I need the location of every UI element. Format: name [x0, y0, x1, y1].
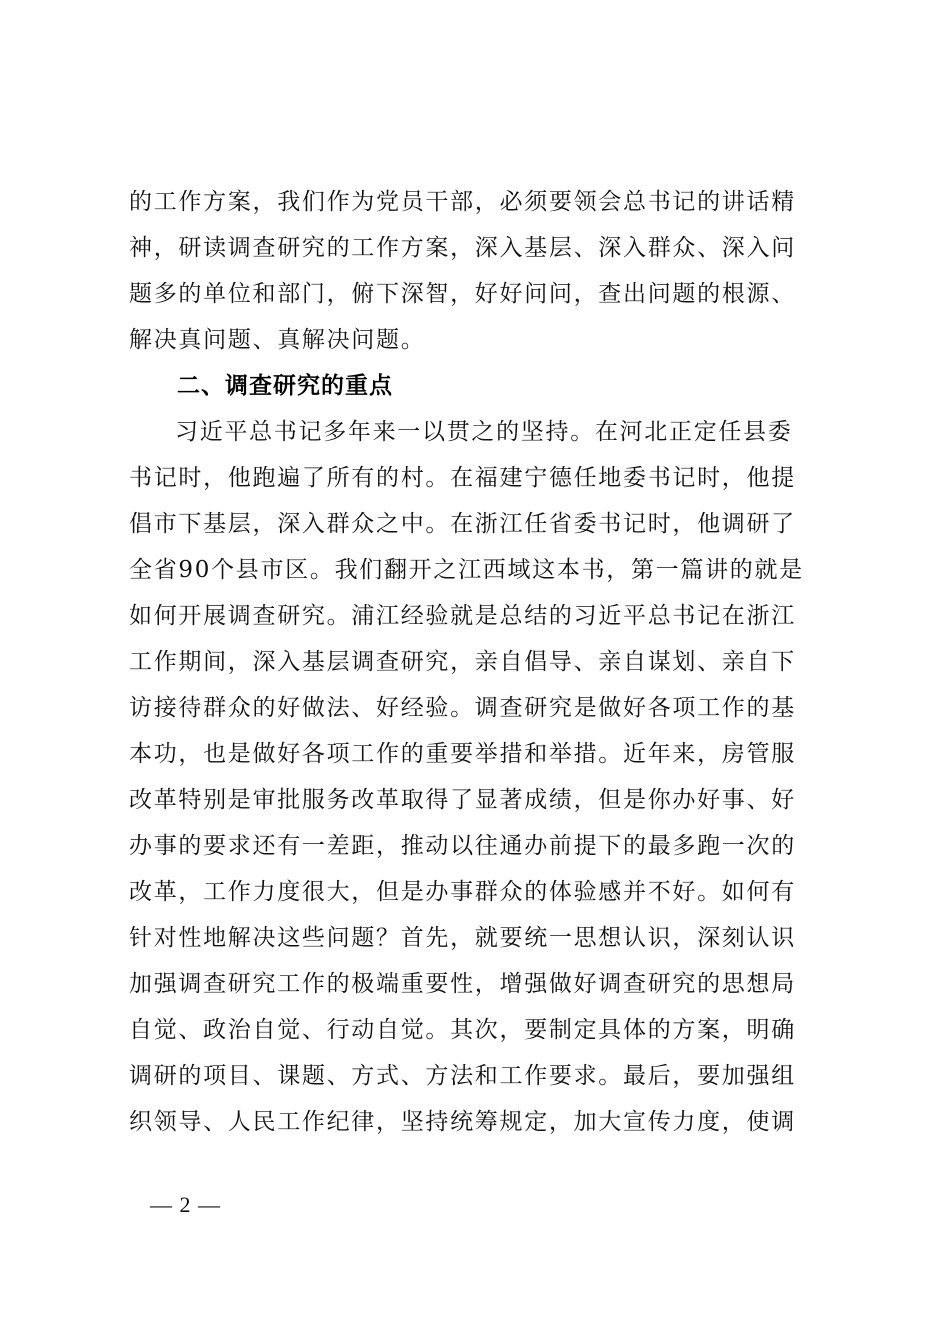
paragraph-line: 如何开展调查研究。浦江经验就是总结的习近平总书记在浙江	[129, 603, 796, 629]
paragraph-line: 解决真问题、真解决问题。	[129, 327, 426, 353]
paragraph-line: 针对性地解决这些问题？首先，就要统一思想认识，深刻认识	[129, 925, 796, 951]
paragraph-line: 调研的项目、课题、方式、方法和工作要求。最后，要加强组	[129, 1063, 796, 1089]
paragraph-line: 题多的单位和部门，俯下深智，好好问问，查出问题的根源、	[129, 281, 796, 307]
paragraph-line: 织领导、人民工作纪律，坚持统筹规定，加大宣传力度，使调	[129, 1109, 796, 1135]
paragraph-line: 书记时，他跑遍了所有的村。在福建宁德任地委书记时，他提	[129, 465, 796, 491]
paragraph-line: 的工作方案，我们作为党员干部，必须要领会总书记的讲话精	[129, 189, 796, 215]
paragraph-line: 改革，工作力度很大，但是办事群众的体验感并不好。如何有	[129, 879, 796, 905]
paragraph-line: 全省90个县市区。我们翻开之江西域这本书，第一篇讲的就是	[129, 557, 804, 583]
paragraph-line: 访接待群众的好做法、好经验。调查研究是做好各项工作的基	[129, 695, 796, 721]
document-body	[129, 179, 831, 1145]
page-number: — 2 —	[150, 1192, 221, 1217]
paragraph-line: 工作期间，深入基层调查研究，亲自倡导、亲自谋划、亲自下	[129, 649, 796, 675]
paragraph-line: 办事的要求还有一差距，推动以往通办前提下的最多跑一次的	[129, 833, 796, 859]
paragraph-line: 神，研读调查研究的工作方案，深入基层、深入群众、深入问	[129, 235, 796, 261]
paragraph-line: 本功，也是做好各项工作的重要举措和举措。近年来，房管服	[129, 741, 796, 767]
paragraph-line: 自觉、政治自觉、行动自觉。其次，要制定具体的方案，明确	[129, 1017, 796, 1043]
paragraph-line: 改革特别是审批服务改革取得了显著成绩，但是你办好事、好	[129, 787, 796, 813]
section-heading: 二、调查研究的重点	[177, 373, 393, 399]
paragraph-line: 倡市下基层，深入群众之中。在浙江任省委书记时，他调研了	[129, 511, 796, 537]
paragraph-line: 加强调查研究工作的极端重要性，增强做好调查研究的思想局	[129, 971, 796, 997]
paragraph-line: 习近平总书记多年来一以贯之的坚持。在河北正定任县委	[175, 419, 793, 445]
